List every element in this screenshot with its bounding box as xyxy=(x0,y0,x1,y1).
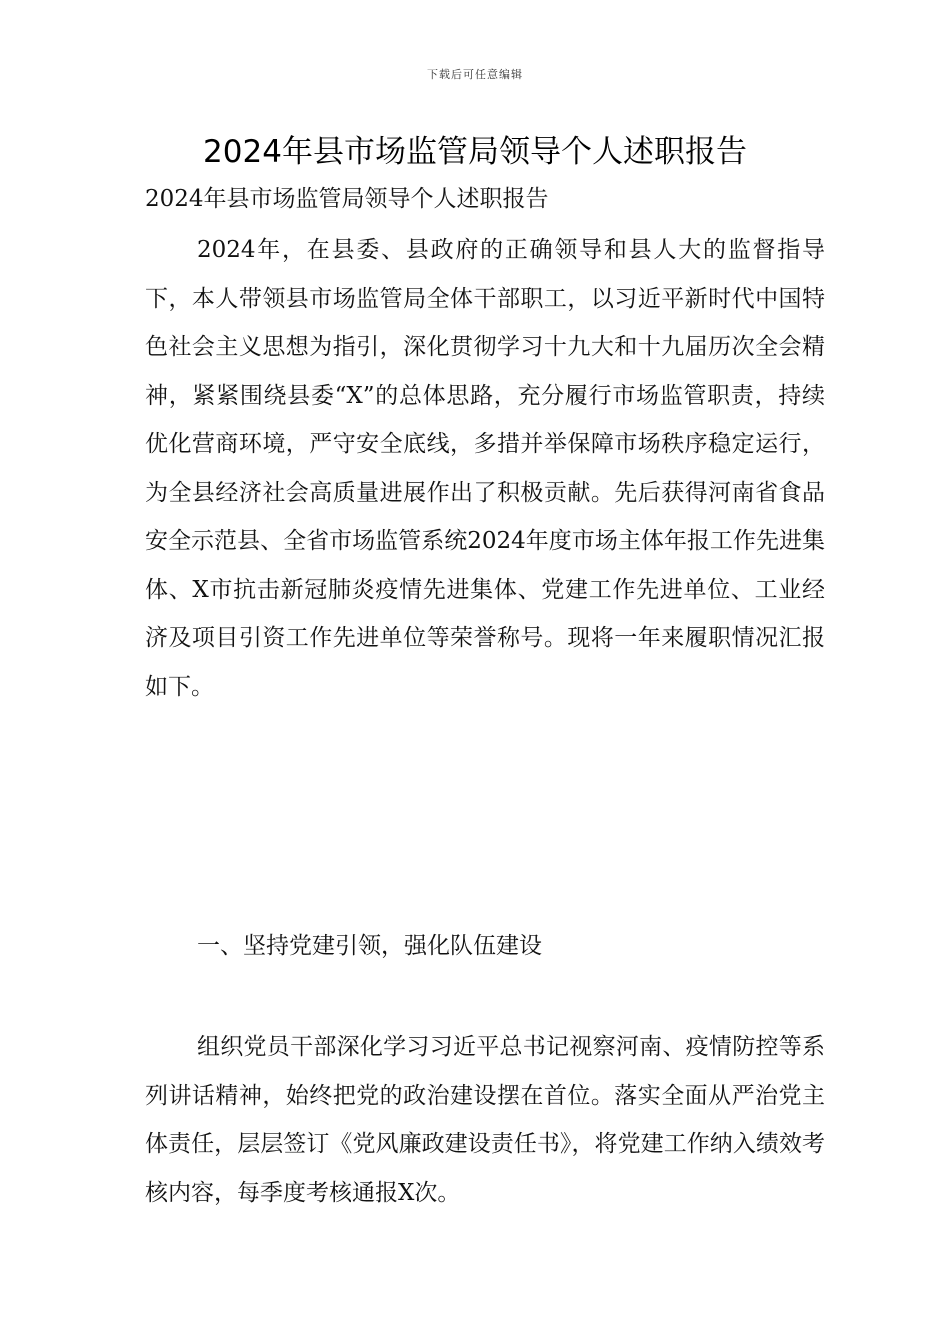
document-subtitle: 2024年县市场监管局领导个人述职报告 xyxy=(145,186,549,212)
section-heading: 一、坚持党建引领，强化队伍建设 xyxy=(197,933,542,959)
body-paragraph: 组织党员干部深化学习习近平总书记视察河南、疫情防控等系列讲话精神，始终把党的政治建设摆在首位。落实全面从严治党主体责任，层层签订《党风廉政建设责任书》，将党建工作纳入绩效考核内容，每季度考核通报X次。 xyxy=(145,1034,825,1206)
document-title: 2024年县市场监管局领导个人述职报告 xyxy=(203,134,747,170)
intro-paragraph: 2024年，在县委、县政府的正确领导和县人大的监督指导下，本人带领县市场监管局全体干部职工，以习近平新时代中国特色社会主义思想为指引，深化贯彻学习十九大和十九届历次全会精神，紧紧围绕县委“X”的总体思路，充分履行市场监管职责，持续优化营商环境，严守安全底线，多措并举保障市场秩序稳定运行，为全县经济社会高质量进展作出了积极贡献。先后获得河南省食品安全示范县、全省市场监管系统2024年度市场主体年报工作先进集体、X市抗击新冠肺炎疫情先进集体、党建工作先进单位、工业经济及项目引资工作先进单位等荣誉称号。现将一年来履职情况汇报如下。 xyxy=(145,237,825,700)
header-note: 下载后可任意编辑 xyxy=(427,68,523,81)
